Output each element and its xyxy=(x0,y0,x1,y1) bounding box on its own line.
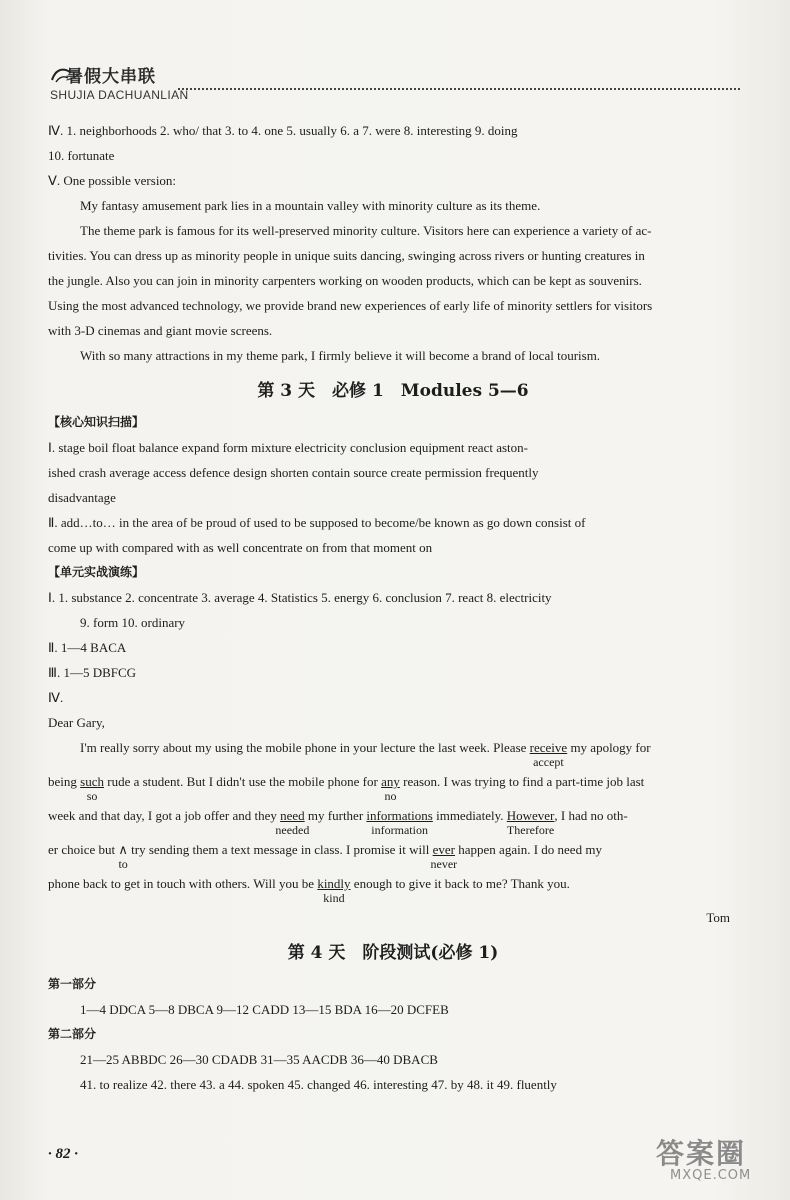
part2-answers-line-1: 21—25 ABBDC 26—30 CDADB 31—35 AACDB 36—40 DBACB xyxy=(80,1052,438,1067)
corrected-word: accept xyxy=(533,755,564,769)
correction xyxy=(366,803,433,837)
essay-paragraph-2-line-1: The theme park is famous for its well-preserved minority culture. Visitors here can experience a variety of ac- xyxy=(80,223,652,238)
part1-heading: 第一部分 xyxy=(48,977,97,991)
corrected-word: kind xyxy=(323,891,345,905)
practice-1-line-1: Ⅰ. 1. substance 2. concentrate 3. average 4. Statistics 5. energy 6. conclusion 7. react 8. electricity xyxy=(48,590,552,605)
essay-paragraph-2-line-4: Using the most advanced technology, we provide brand new experiences of early life of minority settlers for visitors xyxy=(48,298,653,313)
part2-heading: 第二部分 xyxy=(48,1027,97,1041)
section5-label: Ⅴ. One possible version: xyxy=(48,173,177,188)
day3-title: 第 3 天 必修 1 Modules 5—6 xyxy=(257,381,529,401)
letter-text: my further xyxy=(307,808,364,823)
essay-paragraph-2-line-3: the jungle. Also you can join in minority carpenters working on wooden products, which can be kept as souvenirs. xyxy=(48,273,642,288)
corrected-word: so xyxy=(86,789,98,803)
error-word: such xyxy=(80,774,104,789)
answer-content xyxy=(48,118,738,1097)
letter-text: reason. I was trying to find a part-time job last xyxy=(403,774,645,789)
error-word: kindly xyxy=(317,876,351,891)
error-word: need xyxy=(280,808,305,823)
letter-text: I'm really sorry about my using the mobile phone in your lecture the last week. Please xyxy=(80,740,527,755)
error-word: However xyxy=(506,808,555,823)
core-vocab-line-3: disadvantage xyxy=(48,490,116,505)
core-knowledge-heading: 【核心知识扫描】 xyxy=(48,415,145,429)
page-number: · 82 · xyxy=(48,1146,78,1162)
section4-line1: Ⅳ. 1. neighborhoods 2. who/ that 3. to 4. one 5. usually 6. a 7. were 8. interesting 9. doing xyxy=(48,123,518,138)
essay-paragraph-2-line-5: with 3-D cinemas and giant movie screens. xyxy=(48,323,273,338)
letter-text: happen again. I do need my xyxy=(458,842,602,857)
letter-line-3 xyxy=(48,803,738,837)
swoosh-icon xyxy=(50,66,72,86)
letter-text: phone back to get in touch with others. Will you be xyxy=(48,876,315,891)
letter-line-2 xyxy=(48,769,738,803)
corrected-word: information xyxy=(371,823,428,837)
insert-caret: ∧ xyxy=(118,842,128,857)
watermark-logo xyxy=(656,1132,786,1196)
letter-text: er choice but xyxy=(48,842,116,857)
letter-text: my apology for xyxy=(570,740,651,755)
section4-line2: 10. fortunate xyxy=(48,148,115,163)
letter-text: week and that day, I got a job offer and they xyxy=(48,808,277,823)
header-logo xyxy=(50,62,189,102)
corrected-word: never xyxy=(430,857,458,871)
error-word: any xyxy=(381,774,400,789)
watermark-url: MXQE.COM xyxy=(670,1168,752,1183)
correction xyxy=(118,837,128,871)
corrected-word: needed xyxy=(275,823,310,837)
core-vocab-line-1: Ⅰ. stage boil float balance expand form mixture electricity conclusion equipment react aston- xyxy=(48,440,528,455)
letter-text: immediately. xyxy=(436,808,504,823)
letter-text: being xyxy=(48,774,77,789)
practice-4-label: Ⅳ. xyxy=(48,690,64,705)
logo-title: 暑假大串联 xyxy=(66,67,156,87)
header-divider xyxy=(178,88,740,90)
letter-text: try sending them a text message in class. I promise it will xyxy=(131,842,430,857)
essay-paragraph-2-line-2: tivities. You can dress up as minority people in unique suits dancing, swinging across rivers or hunting creatures in xyxy=(48,248,645,263)
day4-title: 第 4 天 阶段测试(必修 1) xyxy=(287,943,499,963)
correction xyxy=(381,769,400,803)
part2-answers-line-2: 41. to realize 42. there 43. a 44. spoken 45. changed 46. interesting 47. by 48. it 49. fluently xyxy=(80,1077,557,1092)
correction xyxy=(430,837,458,871)
error-word: informations xyxy=(366,808,433,823)
correction xyxy=(275,803,310,837)
letter-line-1 xyxy=(48,735,738,769)
logo-subtitle: SHUJIA DACHUANLIAN xyxy=(50,88,189,102)
corrected-word: Therefore xyxy=(506,823,555,837)
letter-line-5 xyxy=(48,871,738,905)
core-phrases-line-2: come up with compared with as well concentrate on from that moment on xyxy=(48,540,433,555)
letter-text: enough to give it back to me? Thank you. xyxy=(353,876,570,891)
core-vocab-line-2: ished crash average access defence design shorten contain source create permission frequently xyxy=(48,465,539,480)
essay-paragraph-1: My fantasy amusement park lies in a mountain valley with minority culture as its theme. xyxy=(80,198,541,213)
watermark-text: 答案圈 xyxy=(656,1137,747,1170)
correction xyxy=(506,803,555,837)
correction xyxy=(529,735,568,769)
error-word: receive xyxy=(529,740,568,755)
practice-2: Ⅱ. 1—4 BACA xyxy=(48,640,127,655)
core-phrases-line-1: Ⅱ. add…to… in the area of be proud of used to be supposed to become/be known as go down consist of xyxy=(48,515,586,530)
corrected-word: no xyxy=(384,789,397,803)
unit-practice-heading: 【单元实战演练】 xyxy=(48,565,145,579)
practice-1-line-2: 9. form 10. ordinary xyxy=(80,615,186,630)
correction xyxy=(80,769,104,803)
corrected-word: to xyxy=(118,857,128,871)
essay-paragraph-3: With so many attractions in my theme park, I firmly believe it will become a brand of local tourism. xyxy=(80,348,601,363)
letter-signature: Tom xyxy=(706,910,730,925)
error-word: ever xyxy=(432,842,456,857)
letter-greeting: Dear Gary, xyxy=(48,715,105,730)
letter-text: , I had no oth- xyxy=(554,808,628,823)
correction xyxy=(317,871,351,905)
part1-answers: 1—4 DDCA 5—8 DBCA 9—12 CADD 13—15 BDA 16—20 DCFEB xyxy=(80,1002,449,1017)
letter-text: rude a student. But I didn't use the mobile phone for xyxy=(107,774,378,789)
practice-3: Ⅲ. 1—5 DBFCG xyxy=(48,665,137,680)
